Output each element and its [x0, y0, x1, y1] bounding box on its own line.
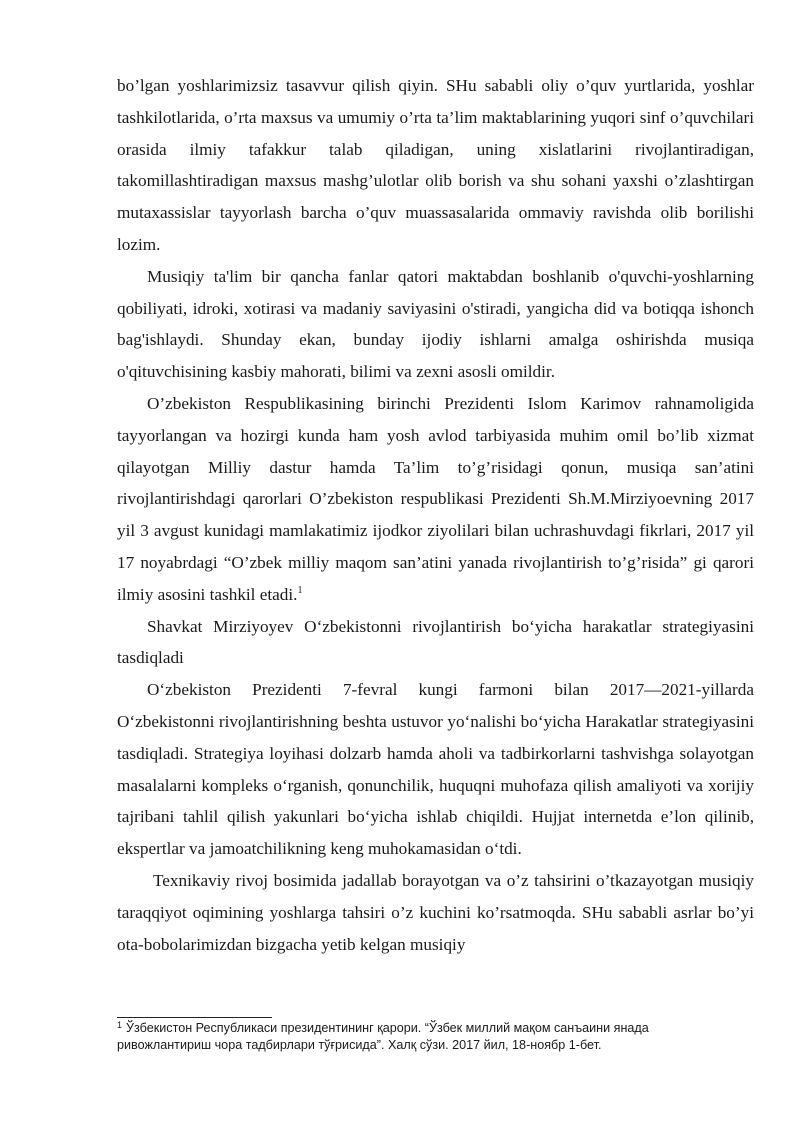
paragraph-6: Texnikaviy rivoj bosimida jadallab borayotgan va o’z tahsirini o’tkazayotgan musiqiy taraqqiyot oqimining yoshlarga tahsiri o’z kuchini ko’rsatmoqda. SHu sababli asrlar bo’yi ota-bobolarimizdan bizgacha yetib kelgan musiqiy — [117, 870, 754, 954]
paragraph-3-text: O’zbekiston Respublikasining birinchi Prezidenti Islom Karimov rahnamoligida tayyorlangan va hozirgi kunda ham yosh avlod tarbiyasida muhim omil bo’lib xizmat qilayotgan Milliy dastur hamda Ta’lim to’g’risidagi qonun, musiqa san’atini rivojlantirishdagi qarorlari O’zbekiston respublikasi Prezidenti Sh.M.Mirziyoevning 2017 yil 3 avgust kunidagi mamlakatimiz ijodkor ziyolilari bilan uchrashuvdagi fikrlari, 2017 yil 17 noyabrdagi “O’zbek milliy maqom san’atini yanada rivojlantirish to’g’risida” gi qarori ilmiy asosini tashkil etadi. — [117, 393, 754, 604]
paragraph-5: O‘zbekiston Prezidenti 7-fevral kungi farmoni bilan 2017—2021-yillarda O‘zbekistonni rivojlantirishning beshta ustuvor yo‘nalishi bo‘yicha Harakatlar strategiyasini tasdiqladi. Strategiya loyihasi dolzarb hamda aholi va tadbirkorlarni tashvishga solayotgan masalalarni kompleks o‘rganish, qonunchilik, huquqni muhofaza qilish amaliyoti va xorijiy tajribani tahlil qilish yakunlari bo‘yicha ishlab chiqildi. Hujjat internetda e’lon qilinib, ekspertlar va jamoatchilikning keng muhokamasidan o‘tdi. — [117, 680, 754, 859]
footnote-number: 1 — [117, 1020, 123, 1030]
body-text — [117, 70, 754, 960]
paragraph-4: Shavkat Mirziyoyev O‘zbekistonni rivojlantirish bo‘yicha harakatlar strategiyasini tasdiqladi — [117, 616, 754, 668]
footnote-text: Ўзбекистон Республикаси президентининг қарори. “Ўзбек миллий мақом санъаини янада ривожлантириш чора тадбирлари тўғрисида”. Халқ сўзи. 2017 йил, 18-ноябр 1-бет. — [117, 1021, 649, 1052]
footnote-reference[interactable]: 1 — [297, 584, 303, 596]
footnote — [117, 1020, 737, 1054]
paragraph-2: Musiqiy ta'lim bir qancha fanlar qatori maktabdan boshlanib o'quvchi-yoshlarning qobiliyati, idroki, xotirasi va madaniy saviyasini o'stiradi, yangicha did va botiqqa ishonch bag'ishlaydi. Shunday ekan, bunday ijodiy ishlarni amalga oshirishda musiqa o'qituvchisining kasbiy mahorati, bilimi va zexni asosli omildir. — [117, 266, 754, 382]
paragraph-1: bo’lgan yoshlarimizsiz tasavvur qilish qiyin. SHu sababli oliy o’quv yurtlarida, yoshlar tashkilotlarida, o’rta maxsus va umumiy o’rta ta’lim maktablarining yuqori sinf o’quvchilari orasida ilmiy tafakkur talab qiladigan, uning xislatlarini rivojlantiradigan, takomillashtiradigan maxsus mashg’ulotlar olib borish va shu sohani yaxshi o’zlashtirgan mutaxassislar tayyorlash barcha o’quv muassasalarida ommaviy ravishda olib borilishi lozim. — [117, 76, 754, 254]
footnote-divider — [117, 1017, 272, 1018]
paragraph-3 — [117, 388, 754, 611]
